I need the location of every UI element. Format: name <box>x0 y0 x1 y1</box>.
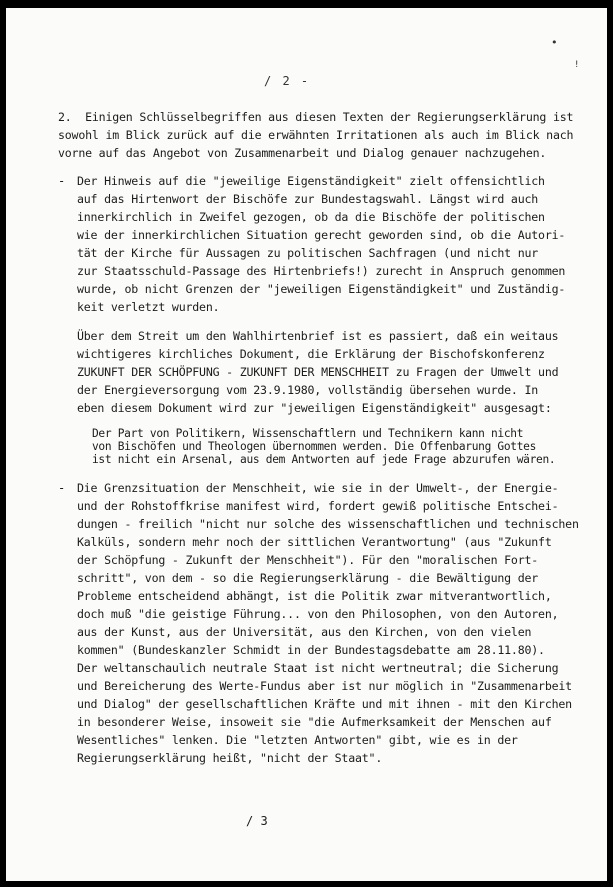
text-line: sowohl im Blick zurück auf die erwähnten Irritationen als auch im Blick nach <box>58 128 574 142</box>
text-line: der Energieversorgung vom 23.9.1980, vollständig übersehen wurde. In <box>77 383 539 397</box>
text-line: eben diesem Dokument wird zur "jeweiligen Eigenständigkeit" ausgesagt: <box>77 401 552 415</box>
page-header-mark: / 2 - <box>264 74 311 88</box>
text-line: auf das Hirtenwort der Bischöfe zur Bundestagswahl. Längst wird auch <box>77 192 539 206</box>
quote-line: von Bischöfen und Theologen übernommen werden. Die Offenbarung Gottes <box>92 440 537 453</box>
text-line: wichtigeres kirchliches Dokument, die Erklärung der Bischofskonferenz <box>77 347 545 361</box>
quote-line: Der Part von Politikern, Wissenschaftlern und Technikern kann nicht <box>92 427 524 440</box>
text-line: schritt", von dem - so die Regierungserklärung - die Bewältigung der <box>77 571 539 585</box>
text-line: dungen - freilich "nicht nur solche des wissenschaftlichen und technischen <box>77 517 579 531</box>
text-line: aus der Kunst, aus der Universität, aus den Kirchen, von den vielen <box>77 625 532 639</box>
bullet-dash: - <box>58 174 66 188</box>
text-line: wurde, ob nicht Grenzen der "jeweiligen Eigenständigkeit" und Zuständig- <box>77 282 566 296</box>
text-line: ZUKUNFT DER SCHÖPFUNG - ZUKUNFT DER MENSCHHEIT zu Fragen der Umwelt und <box>77 365 559 379</box>
text-line: Kalküls, sondern mehr noch der sittlichen Verantwortung" (aus "Zukunft <box>77 535 552 549</box>
text-line: und Dialog" der gesellschaftlichen Kräfte und mit ihnen - mit den Kirchen <box>77 697 572 711</box>
text-line: zur Staatsschuld-Passage des Hirtenbriefs!) zurecht in Anspruch genommen <box>77 264 566 278</box>
text-line: Der weltanschaulich neutrale Staat ist nicht wertneutral; die Sicherung <box>77 661 559 675</box>
text-line: tät der Kirche für Aussagen zu politischen Sachfragen (und nicht nur <box>77 246 539 260</box>
text-line: Probleme entscheidend abhängt, ist die Politik zwar mitverantwortlich, <box>77 589 552 603</box>
text-line: kommen" (Bundeskanzler Schmidt in der Bundestagsdebatte am 28.11.80). <box>77 643 545 657</box>
text-line: 2. Einigen Schlüsselbegriffen aus diesen Texten der Regierungserklärung ist <box>58 110 574 124</box>
text-line: und der Rohstoffkrise manifest wird, fordert gewiß politische Entschei- <box>77 499 559 513</box>
text-line: der Schöpfung - Zukunft der Menschheit"). Für den "moralischen Fort- <box>77 553 539 567</box>
text-line: innerkirchlich in Zweifel gezogen, ob da die Bischöfe der politischen <box>77 210 545 224</box>
text-line: Regierungserklärung heißt, "nicht der Staat". <box>77 751 383 765</box>
text-line: Der Hinweis auf die "jeweilige Eigenständigkeit" zielt offensichtlich <box>77 174 545 188</box>
quote-line: ist nicht ein Arsenal, aus dem Antworten auf jede Frage abzurufen wären. <box>92 453 556 466</box>
text-line: Wesentliches" lenken. Die "letzten Antworten" gibt, wie es in der <box>77 733 518 747</box>
corner-mark: • <box>551 36 558 49</box>
text-line: doch muß "die geistige Führung... von den Philosophen, von den Autoren, <box>77 607 559 621</box>
text-line: und Bereicherung des Werte-Fundus aber ist nur möglich in "Zusammenarbeit <box>77 679 572 693</box>
document-page <box>6 8 607 881</box>
text-line: in besonderer Weise, insoweit sie "die Aufmerksamkeit der Menschen auf <box>77 715 552 729</box>
text-line: Über dem Streit um den Wahlhirtenbrief ist es passiert, daß ein weitaus <box>77 329 559 343</box>
bullet-dash: - <box>58 481 66 495</box>
page-number: / 3 <box>246 814 268 828</box>
text-line: keit verletzt wurden. <box>77 300 220 314</box>
corner-mark-2: ! <box>574 60 580 70</box>
text-line: wie der innerkirchlichen Situation gerecht geworden sind, ob die Autori- <box>77 228 566 242</box>
text-line: vorne auf das Angebot von Zusammenarbeit und Dialog genauer nachzugehen. <box>58 146 547 160</box>
text-line: Die Grenzsituation der Menschheit, wie sie in der Umwelt-, der Energie- <box>77 481 559 495</box>
